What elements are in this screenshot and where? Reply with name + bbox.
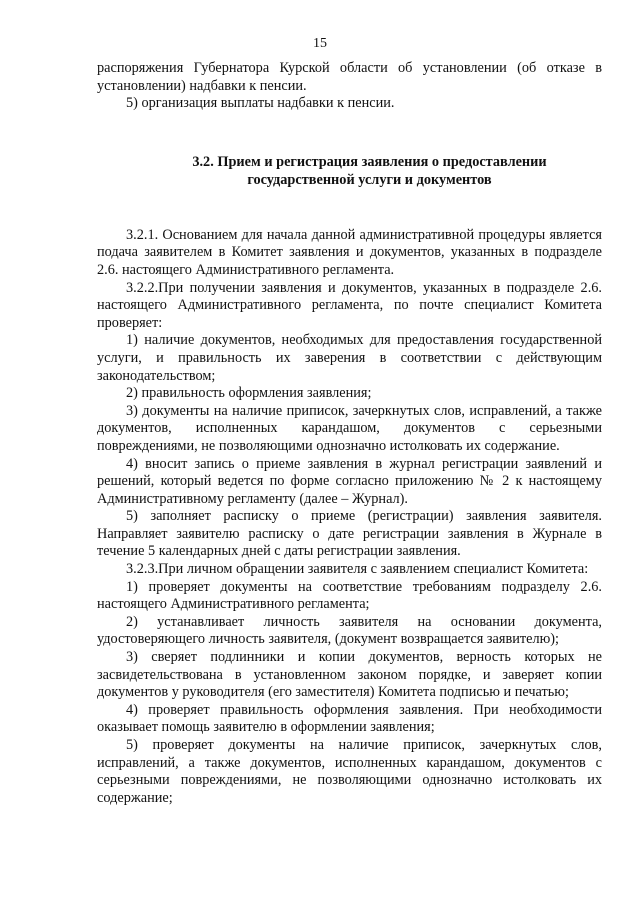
- section-heading-line-2: государственной услуги и документов: [247, 171, 492, 188]
- list-item: 2) правильность оформления заявления;: [126, 385, 372, 402]
- paragraph-3-2-2: 3.2.2.При получении заявления и документов, указанных в подразделе 2.6. настоящего Административного регламента, по почте специалист Комитета проверяет:: [97, 279, 602, 331]
- intro-paragraph-2: 5) организация выплаты надбавки к пенсии.: [126, 95, 395, 112]
- list-item: 1) проверяет документы на соответствие требованиям подразделу 2.6. настоящего Административного регламента;: [97, 578, 602, 613]
- intro-paragraph-1: распоряжения Губернатора Курской области об установлении (об отказе в установлении) надбавки к пенсии.: [97, 60, 602, 94]
- list-item: 3) документы на наличие приписок, зачеркнутых слов, исправлений, а также документов, исполненных карандашом, документов с серьезными повреждениями, не позволяющими однозначно истолковать их содержание.: [97, 402, 602, 454]
- list-item: 5) заполняет расписку о приеме (регистрации) заявления заявителя. Направляет заявителю расписку о дате регистрации заявления в Журнале в течение 5 календарных дней с даты регистрации заявления.: [97, 508, 602, 560]
- paragraph-3-2-1: 3.2.1. Основанием для начала данной административной процедуры является подача заявителем в Комитет заявления и документов, указанных в подразделе 2.6. настоящего Административного регламента.: [97, 226, 602, 278]
- document-body: [97, 60, 602, 807]
- section-heading: [97, 153, 602, 189]
- section-heading-line-1: 3.2. Прием и регистрация заявления о предоставлении: [192, 153, 547, 170]
- list-item: 5) проверяет документы на наличие приписок, зачеркнутых слов, исправлений, а также документов, исполненных карандашом, документов с серьезными повреждениями, не позволяющими однозначно истолковать их содержание;: [97, 737, 602, 806]
- list-item: 3) сверяет подлинники и копии документов, верность которых не засвидетельствована в установленном законом порядке, и заверяет копии документов у руководителя (его заместителя) Комитета подписью и печатью;: [97, 649, 602, 701]
- list-item: 2) устанавливает личность заявителя на основании документа, удостоверяющего личность заявителя, (документ возвращается заявителю);: [97, 613, 602, 648]
- page-number: 15: [313, 36, 327, 51]
- paragraph-3-2-3: 3.2.3.При личном обращении заявителя с заявлением специалист Комитета:: [126, 561, 589, 578]
- list-item: 4) вносит запись о приеме заявления в журнал регистрации заявлений и решений, который ведется по форме согласно приложению № 2 к настоящему Административному регламенту (далее – Журнал).: [97, 455, 602, 507]
- list-item: 1) наличие документов, необходимых для предоставления государственной услуги, и правильность их заверения в соответствии с действующим законодательством;: [97, 332, 602, 384]
- list-item: 4) проверяет правильность оформления заявления. При необходимости оказывает помощь заявителю в оформлении заявления;: [97, 701, 602, 736]
